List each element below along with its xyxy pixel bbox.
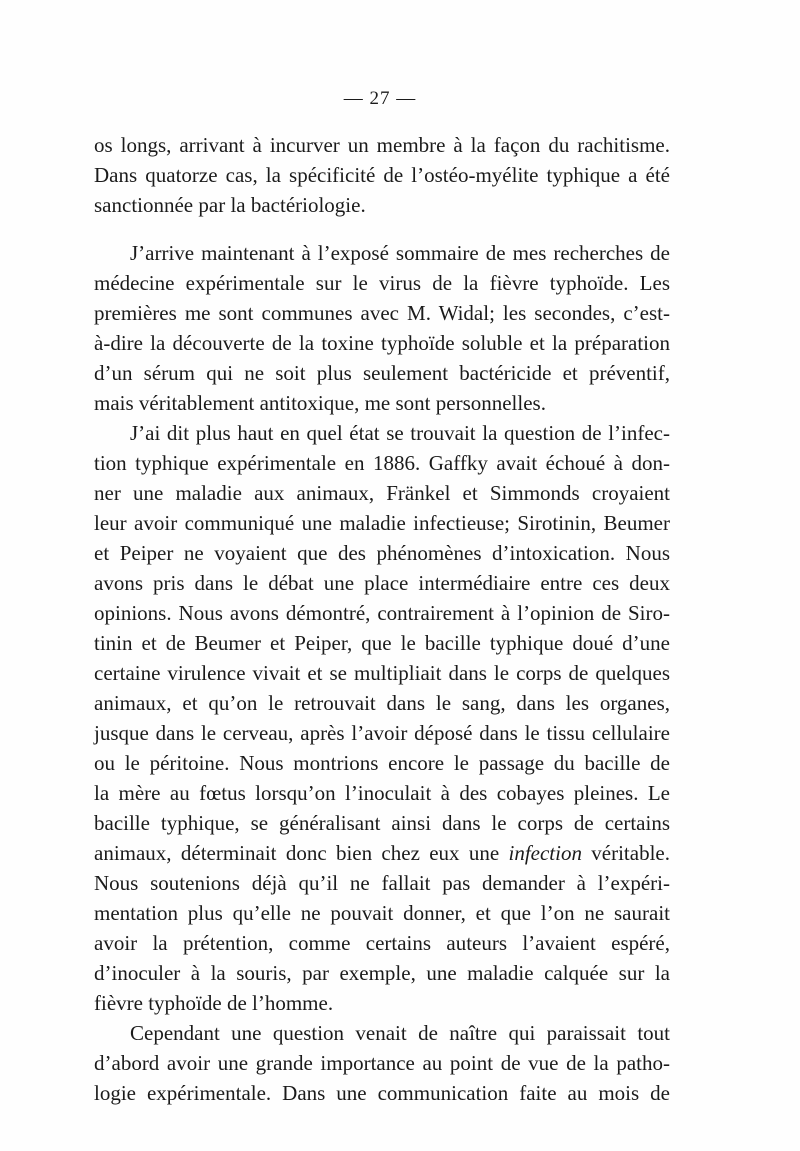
text-line: avons pris dans le débat une place intermédiaire entre ces deux bbox=[94, 571, 670, 595]
text-line: et Peiper ne voyaient que des phénomènes d’intoxication. Nous bbox=[94, 541, 670, 565]
text-line: d’abord avoir une grande importance au point de vue de la patho- bbox=[94, 1051, 670, 1075]
text-line: logie expérimentale. Dans une communication faite au mois de bbox=[94, 1081, 670, 1105]
text-line: jusque dans le cerveau, après l’avoir déposé dans le tissu cellulaire bbox=[94, 721, 670, 745]
italic-word: infection bbox=[508, 841, 582, 865]
text-line: os longs, arrivant à incurver un membre à la façon du rachitisme. bbox=[94, 133, 670, 157]
text-line: certaine virulence vivait et se multipliait dans le corps de quelques bbox=[94, 661, 670, 685]
text-line: mentation plus qu’elle ne pouvait donner, et que l’on ne saurait bbox=[94, 901, 670, 925]
text-line: Dans quatorze cas, la spécificité de l’ostéo-myélite typhique a été bbox=[94, 163, 670, 187]
text-line: bacille typhique, se généralisant ainsi dans le corps de certains bbox=[94, 811, 670, 835]
text-line: leur avoir communiqué une maladie infectieuse; Sirotinin, Beumer bbox=[94, 511, 670, 535]
text-line: d’inoculer à la souris, par exemple, une maladie calquée sur la bbox=[94, 961, 670, 985]
paragraph-first-line: J’arrive maintenant à l’exposé sommaire de mes recherches de bbox=[130, 241, 670, 265]
text-segment: animaux, déterminait donc bien chez eux une bbox=[94, 841, 509, 865]
text-line: premières me sont communes avec M. Widal; les secondes, c’est- bbox=[94, 301, 670, 325]
text-line: animaux, et qu’on le retrouvait dans le sang, dans les organes, bbox=[94, 691, 670, 715]
text-line: d’un sérum qui ne soit plus seulement bactéricide et préventif, bbox=[94, 361, 670, 385]
text-line: tinin et de Beumer et Peiper, que le bacille typhique doué d’une bbox=[94, 631, 670, 655]
text-line: tion typhique expérimentale en 1886. Gaffky avait échoué à don- bbox=[94, 451, 670, 475]
text-line: opinions. Nous avons démontré, contrairement à l’opinion de Siro- bbox=[94, 601, 670, 625]
text-line: ou le péritoine. Nous montrions encore le passage du bacille de bbox=[94, 751, 670, 775]
text-line: sanctionnée par la bactériologie. bbox=[94, 193, 366, 217]
text-line: la mère au fœtus lorsqu’on l’inoculait à des cobayes pleines. Le bbox=[94, 781, 670, 805]
text-line: Nous soutenions déjà qu’il ne fallait pas demander à l’expéri- bbox=[94, 871, 670, 895]
text-line: avoir la prétention, comme certains auteurs l’avaient espéré, bbox=[94, 931, 670, 955]
page-number: — 27 — bbox=[343, 88, 417, 109]
text-line: à-dire la découverte de la toxine typhoïde soluble et la préparation bbox=[94, 331, 670, 355]
text-line-with-italic bbox=[94, 838, 670, 868]
paragraph-first-line: J’ai dit plus haut en quel état se trouvait la question de l’infec- bbox=[130, 421, 670, 445]
text-segment: véritable. bbox=[581, 841, 670, 865]
text-line: mais véritablement antitoxique, me sont personnelles. bbox=[94, 391, 546, 415]
paragraph-first-line: Cependant une question venait de naître qui paraissait tout bbox=[130, 1021, 670, 1045]
text-line: fièvre typhoïde de l’homme. bbox=[94, 991, 334, 1015]
text-line: ner une maladie aux animaux, Fränkel et Simmonds croyaient bbox=[94, 481, 670, 505]
text-line: médecine expérimentale sur le virus de la fièvre typhoïde. Les bbox=[94, 271, 670, 295]
